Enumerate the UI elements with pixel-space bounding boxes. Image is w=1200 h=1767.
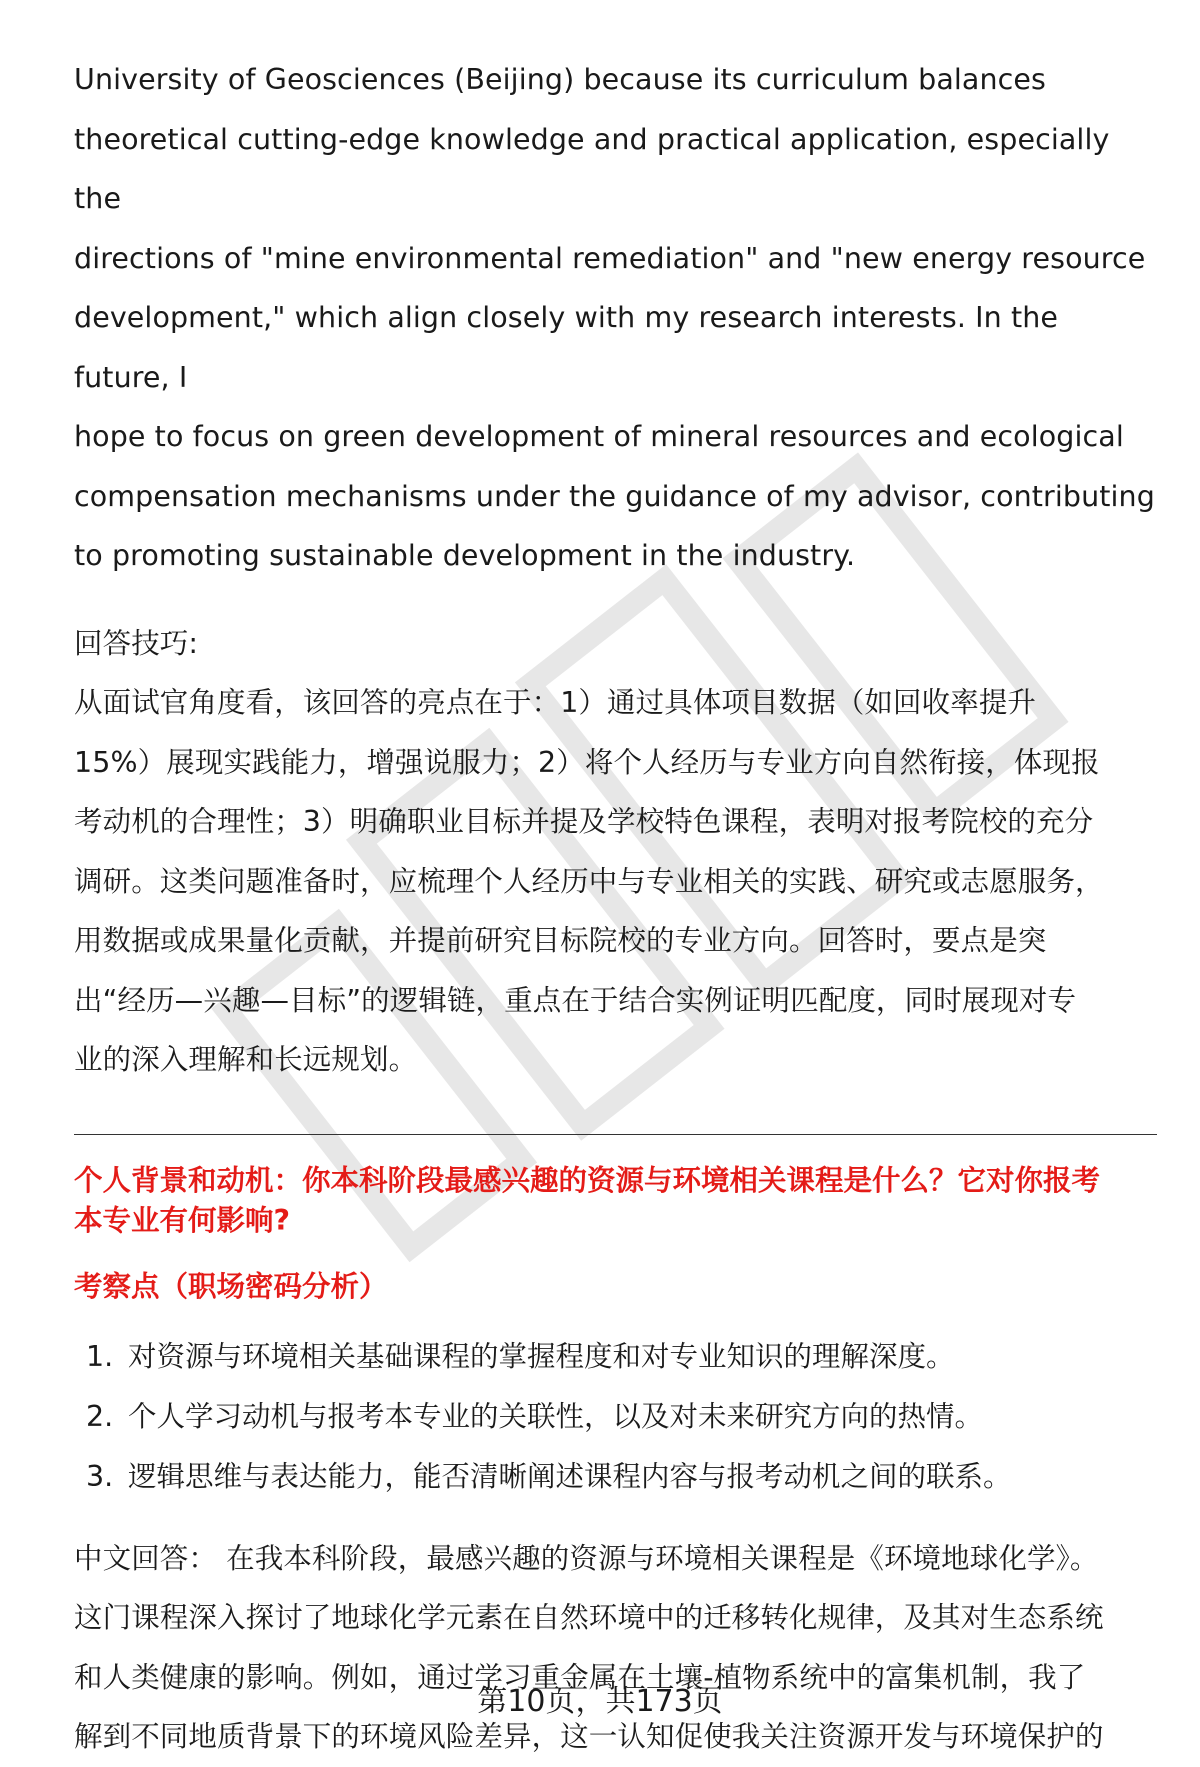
analysis-list — [74, 1327, 1160, 1507]
tips-line: 调研。这类问题准备时，应梳理个人经历中与专业相关的实践、研究或志愿服务， — [74, 864, 1104, 898]
tips-label: 回答技巧: — [74, 626, 199, 660]
analysis-heading: 考察点（职场密码分析） — [74, 1269, 388, 1303]
intro-line: directions of "mine environmental remediation" and "new energy resource — [74, 241, 1146, 275]
answer-line: 中文回答： 在我本科阶段，最感兴趣的资源与环境相关课程是《环境地球化学》。 — [74, 1541, 1099, 1575]
tips-line: 用数据或成果量化贡献，并提前研究目标院校的专业方向。回答时，要点是突 — [74, 924, 1047, 957]
list-item — [74, 1447, 1160, 1507]
intro-line: to promoting sustainable development in the industry. — [74, 539, 856, 572]
tips-section — [74, 614, 1160, 1090]
tips-line: 业的深入理解和长远规划。 — [74, 1043, 418, 1076]
intro-line: University of Geosciences (Beijing) because its curriculum balances — [74, 63, 1046, 96]
list-item — [74, 1327, 1160, 1387]
answer-line: 解到不同地质背景下的环境风险差异，这一认知促使我关注资源开发与环境保护的 — [74, 1720, 1104, 1753]
answer-line: 和人类健康的影响。例如，通过学习重金属在土壤-植物系统中的富集机制，我了 — [74, 1660, 1086, 1694]
tips-line: 出“经历—兴趣—目标”的逻辑链，重点在于结合实例证明匹配度，同时展现对专 — [74, 983, 1077, 1017]
document-page — [74, 50, 1160, 1767]
page-number: 第10页，共173页 — [477, 1684, 723, 1719]
list-text: 对资源与环境相关基础课程的掌握程度和对专业知识的理解深度。 — [128, 1339, 955, 1373]
question-line: 本专业有何影响? — [74, 1203, 291, 1237]
answer-paragraph — [74, 1529, 1160, 1767]
intro-line: development," which align closely with my research interests. In the future, I — [74, 301, 1059, 394]
question-line: 个人背景和动机：你本科阶段最感兴趣的资源与环境相关课程是什么？它对你报考 — [74, 1163, 1101, 1197]
tips-line: 15%）展现实践能力，增强说服力；2）将个人经历与专业方向自然衔接，体现报 — [74, 745, 1100, 779]
question-heading — [74, 1161, 1160, 1241]
list-text: 个人学习动机与报考本专业的关联性，以及对未来研究方向的热情。 — [128, 1399, 984, 1433]
intro-paragraph — [74, 50, 1160, 586]
intro-line: hope to focus on green development of mineral resources and ecological — [74, 420, 1124, 453]
list-number: 3. — [86, 1459, 114, 1493]
intro-line: theoretical cutting-edge knowledge and practical application, especially the — [74, 122, 1110, 215]
intro-line: compensation mechanisms under the guidance of my advisor, contributing — [74, 479, 1155, 513]
list-item — [74, 1387, 1160, 1447]
list-number: 1. — [86, 1339, 114, 1373]
tips-line: 从面试官角度看，该回答的亮点在于：1）通过具体项目数据（如回收率提升 — [74, 686, 1037, 719]
answer-line: 这门课程深入探讨了地球化学元素在自然环境中的迁移转化规律，及其对生态系统 — [74, 1601, 1104, 1634]
list-text: 逻辑思维与表达能力，能否清晰阐述课程内容与报考动机之间的联系。 — [128, 1459, 1012, 1493]
tips-line: 考动机的合理性；3）明确职业目标并提及学校特色课程，表明对报考院校的充分 — [74, 805, 1094, 838]
list-number: 2. — [86, 1399, 114, 1433]
